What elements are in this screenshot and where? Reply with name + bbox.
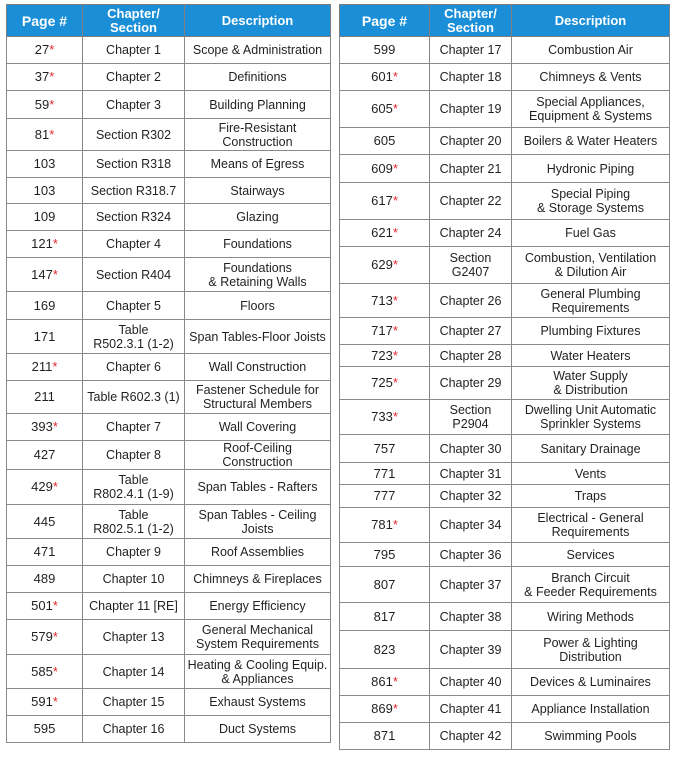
page-number-cell [7,470,83,505]
table-row [340,631,670,669]
chapter-section-cell: Chapter 17 [430,37,512,64]
page-number: 103 [33,156,56,171]
chapter-section-cell: Chapter 6 [83,354,185,381]
chapter-section-cell: Chapter 11 [RE] [83,593,185,620]
chapter-section-cell: Chapter 20 [430,128,512,155]
table-row [340,284,670,318]
table-row [340,543,670,567]
page-number: 591 [31,694,53,709]
description-cell: Fire-Resistant Construction [185,119,331,151]
description-cell: Vents [512,463,670,485]
page-number-cell [7,593,83,620]
description-cell: Wall Construction [185,354,331,381]
chapter-section-cell: Chapter 28 [430,345,512,367]
page-number: 169 [33,297,56,313]
page-number-cell [7,620,83,655]
page-number: 501 [31,598,53,613]
page-number: 429 [31,479,53,494]
page-number: 795 [373,546,396,562]
page-number-cell [340,220,430,247]
chapter-section-cell: Chapter 15 [83,689,185,716]
page-number: 777 [373,488,396,503]
index-table-left [6,4,331,743]
page-number: 103 [33,182,56,198]
description-cell: Span Tables - Rafters [185,470,331,505]
table-row [340,508,670,543]
chapter-section-cell: Chapter 3 [83,91,185,119]
page-number: 445 [33,513,56,529]
table-row [340,669,670,696]
chapter-section-cell: Chapter 16 [83,716,185,743]
updated-asterisk: * [52,479,58,494]
page-number-cell [340,367,430,400]
page-number: 171 [33,328,56,344]
chapter-section-cell: Chapter 27 [430,318,512,345]
description-cell: Span Tables-Floor Joists [185,320,331,354]
table-row [7,204,331,231]
table-row [340,567,670,603]
page-number-cell [340,669,430,696]
description-cell: Roof Assemblies [185,539,331,566]
page-number: 427 [33,447,56,462]
table-row [7,64,331,91]
chapter-section-cell: Table R502.3.1 (1-2) [83,320,185,354]
description-cell: Wall Covering [185,414,331,441]
table-row [7,566,331,593]
description-cell: Building Planning [185,91,331,119]
description-cell: General Mechanical System Requirements [185,620,331,655]
updated-asterisk: * [52,598,58,613]
chapter-section-cell: Chapter 5 [83,292,185,320]
chapter-section-cell: Chapter 34 [430,508,512,543]
page-number: 817 [373,608,396,624]
index-table-right [339,4,670,750]
description-cell: Scope & Administration [185,37,331,64]
description-cell: Combustion Air [512,37,670,64]
page-number: 393 [31,419,53,434]
description-cell: Exhaust Systems [185,689,331,716]
page-number: 605 [371,101,393,116]
description-cell: Duct Systems [185,716,331,743]
page-number: 605 [373,133,396,148]
updated-asterisk: * [392,160,398,176]
chapter-section-cell: Chapter 36 [430,543,512,567]
header-page: Page # [340,5,430,37]
updated-asterisk: * [52,694,58,709]
description-cell: Swimming Pools [512,723,670,750]
updated-asterisk: * [392,409,398,424]
header-description: Description [512,5,670,37]
chapter-section-cell: Chapter 24 [430,220,512,247]
updated-asterisk: * [52,663,58,679]
updated-asterisk: * [52,359,58,374]
table-row [340,91,670,128]
table-row [7,119,331,151]
page-number: 211 [34,389,55,404]
description-cell: Special Appliances, Equipment & Systems [512,91,670,128]
chapter-section-cell: Chapter 9 [83,539,185,566]
page-number-cell [340,128,430,155]
page-number-cell [340,318,430,345]
page-number-cell [340,543,430,567]
table-row [7,620,331,655]
page-number: 59 [34,96,50,112]
page-number: 771 [373,465,396,481]
table-row [7,381,331,414]
page-number: 861 [371,674,393,689]
description-cell: Special Piping & Storage Systems [512,183,670,220]
updated-asterisk: * [52,419,58,434]
chapter-section-cell: Chapter 38 [430,603,512,631]
updated-asterisk: * [392,69,398,84]
chapter-section-cell: Section R318.7 [83,178,185,204]
page-number-cell [340,723,430,750]
description-cell: Sanitary Drainage [512,435,670,463]
page-number-cell [340,183,430,220]
page-number-cell [340,508,430,543]
description-cell: Water Supply & Distribution [512,367,670,400]
page-number-cell [340,91,430,128]
page-number-cell [7,64,83,91]
chapter-section-cell: Chapter 4 [83,231,185,258]
page-number-cell [340,247,430,284]
table-row [340,367,670,400]
description-cell: Roof-Ceiling Construction [185,441,331,470]
table-row [340,155,670,183]
table-row [7,258,331,292]
description-cell: Hydronic Piping [512,155,670,183]
table-body-left [7,37,331,743]
description-cell: Devices & Luminaires [512,669,670,696]
table-row [340,220,670,247]
page-number: 81 [34,126,50,142]
table-row [7,689,331,716]
page-number: 121 [31,236,53,251]
page-number: 601 [371,69,393,84]
header-page: Page # [7,5,83,37]
page-number-cell [340,631,430,669]
table-row [340,435,670,463]
table-row [7,91,331,119]
page-number: 489 [33,571,56,586]
chapter-section-cell: Table R802.4.1 (1-9) [83,470,185,505]
page-number-cell [340,603,430,631]
updated-asterisk: * [392,323,398,338]
description-cell: Wiring Methods [512,603,670,631]
table-row [7,354,331,381]
page-number-cell [7,689,83,716]
table-row [7,593,331,620]
header-chapter-section: Chapter/ Section [83,5,185,37]
description-cell: General Plumbing Requirements [512,284,670,318]
table-row [7,655,331,689]
page-number: 629 [371,257,393,272]
page-number-cell [7,354,83,381]
updated-asterisk: * [392,375,398,390]
table-row [7,37,331,64]
chapter-section-cell: Chapter 41 [430,696,512,723]
table-row [340,485,670,508]
description-cell: Energy Efficiency [185,593,331,620]
description-cell: Power & Lighting Distribution [512,631,670,669]
table-row [340,128,670,155]
chapter-section-cell: Chapter 29 [430,367,512,400]
chapter-section-cell: Chapter 19 [430,91,512,128]
page-number-cell [7,716,83,743]
description-cell: Electrical - General Requirements [512,508,670,543]
page-number-cell [340,64,430,91]
description-cell: Stairways [185,178,331,204]
page-number: 471 [33,544,56,559]
updated-asterisk: * [52,236,58,251]
page-number-cell [7,37,83,64]
updated-asterisk: * [52,629,58,644]
page-number: 713 [371,292,393,308]
page-number-cell [7,258,83,292]
description-cell: Chimneys & Vents [512,64,670,91]
chapter-section-cell: Section R302 [83,119,185,151]
description-cell: Combustion, Ventilation & Dilution Air [512,247,670,284]
page-number: 781 [371,517,393,532]
chapter-section-cell: Chapter 37 [430,567,512,603]
table-body-right [340,37,670,750]
chapter-section-cell: Chapter 8 [83,441,185,470]
description-cell: Appliance Installation [512,696,670,723]
updated-asterisk: * [49,96,55,112]
page-number-cell [7,655,83,689]
updated-asterisk: * [49,69,55,84]
chapter-section-cell: Chapter 30 [430,435,512,463]
page-number-cell [7,91,83,119]
page-number: 757 [373,440,396,456]
description-cell: Chimneys & Fireplaces [185,566,331,593]
page-number: 585 [31,663,53,679]
page-number: 211 [31,359,53,374]
page-number: 725 [371,375,393,390]
chapter-section-cell: Chapter 39 [430,631,512,669]
page-number-cell [340,37,430,64]
table-row [340,345,670,367]
table-row [7,292,331,320]
description-cell: Fastener Schedule for Structural Members [185,381,331,414]
chapter-section-cell: Table R602.3 (1) [83,381,185,414]
table-row [340,603,670,631]
chapter-section-cell: Chapter 22 [430,183,512,220]
updated-asterisk: * [392,701,398,716]
page-number-cell [340,155,430,183]
table-row [340,247,670,284]
updated-asterisk: * [392,257,398,272]
description-cell: Heating & Cooling Equip. & Appliances [185,655,331,689]
page-number-cell [340,435,430,463]
page-number: 733 [371,409,393,424]
table-row [340,183,670,220]
table-row [7,320,331,354]
page-number: 621 [371,225,393,240]
page-number-cell [7,566,83,593]
page-number-cell [7,119,83,151]
page-number: 147 [31,266,53,282]
chapter-section-cell: Section P2904 [430,400,512,435]
table-row [7,470,331,505]
page-number: 27 [34,42,50,57]
header-description: Description [185,5,331,37]
page-number: 807 [373,576,396,592]
table-row [7,441,331,470]
page-number-cell [7,320,83,354]
page-number-cell [340,696,430,723]
table-row [7,231,331,258]
updated-asterisk: * [392,193,398,208]
description-cell: Glazing [185,204,331,231]
updated-asterisk: * [49,126,55,142]
description-cell: Plumbing Fixtures [512,318,670,345]
chapter-section-cell: Chapter 42 [430,723,512,750]
description-cell: Boilers & Water Heaters [512,128,670,155]
updated-asterisk: * [392,347,398,363]
page-number-cell [7,441,83,470]
table-row [7,716,331,743]
table-row [340,318,670,345]
page-number-cell [340,463,430,485]
page-number-cell [7,204,83,231]
table-row [340,64,670,91]
page-number-cell [7,292,83,320]
updated-asterisk: * [392,101,398,116]
description-cell: Traps [512,485,670,508]
table-row [340,37,670,64]
chapter-section-cell: Chapter 2 [83,64,185,91]
table-row [7,178,331,204]
page-number-cell [7,381,83,414]
updated-asterisk: * [52,266,58,282]
page-number: 609 [371,160,393,176]
table-row [7,505,331,539]
header-row [7,5,331,37]
updated-asterisk: * [49,42,55,57]
chapter-section-cell: Chapter 10 [83,566,185,593]
description-cell: Foundations & Retaining Walls [185,258,331,292]
chapter-section-cell: Section R318 [83,151,185,178]
page-number: 869 [371,701,393,716]
page-number-cell [340,284,430,318]
page-number: 595 [33,721,56,736]
description-cell: Definitions [185,64,331,91]
page-number-cell [7,505,83,539]
description-cell: Fuel Gas [512,220,670,247]
chapter-section-cell: Chapter 1 [83,37,185,64]
table-row [340,400,670,435]
page-number-cell [340,400,430,435]
chapter-section-cell: Table R802.5.1 (1-2) [83,505,185,539]
table-row [7,414,331,441]
page-number-cell [340,567,430,603]
header-chapter-section: Chapter/ Section [430,5,512,37]
page-number-cell [7,178,83,204]
page-number-cell [340,345,430,367]
chapter-section-cell: Chapter 13 [83,620,185,655]
chapter-section-cell: Chapter 21 [430,155,512,183]
chapter-section-cell: Chapter 14 [83,655,185,689]
updated-asterisk: * [392,292,398,308]
description-cell: Services [512,543,670,567]
chapter-section-cell: Chapter 7 [83,414,185,441]
table-row [340,463,670,485]
chapter-section-cell: Chapter 26 [430,284,512,318]
description-cell: Dwelling Unit Automatic Sprinkler Systems [512,400,670,435]
page-number: 617 [371,193,393,208]
page-number-cell [7,539,83,566]
page-number: 579 [31,629,53,644]
page-number-cell [7,151,83,178]
chapter-section-cell: Chapter 32 [430,485,512,508]
page-number: 871 [373,728,396,743]
header-row [340,5,670,37]
table-row [340,723,670,750]
description-cell: Means of Egress [185,151,331,178]
page-number-cell [7,231,83,258]
description-cell: Floors [185,292,331,320]
description-cell: Water Heaters [512,345,670,367]
table-row [7,539,331,566]
description-cell: Span Tables - Ceiling Joists [185,505,331,539]
page-number: 723 [371,347,393,363]
updated-asterisk: * [392,517,398,532]
table-row [7,151,331,178]
chapter-section-cell: Chapter 40 [430,669,512,696]
updated-asterisk: * [392,225,398,240]
chapter-section-cell: Section R324 [83,204,185,231]
page-number: 599 [373,42,396,57]
chapter-section-cell: Chapter 31 [430,463,512,485]
page-number: 109 [33,209,56,224]
chapter-section-cell: Section R404 [83,258,185,292]
description-cell: Foundations [185,231,331,258]
page-number: 823 [373,641,396,657]
chapter-section-cell: Chapter 18 [430,64,512,91]
page-number: 37 [34,69,50,84]
updated-asterisk: * [392,674,398,689]
page-number-cell [7,414,83,441]
page-number: 717 [371,323,393,338]
description-cell: Branch Circuit & Feeder Requirements [512,567,670,603]
page-number-cell [340,485,430,508]
table-row [340,696,670,723]
chapter-section-cell: Section G2407 [430,247,512,284]
